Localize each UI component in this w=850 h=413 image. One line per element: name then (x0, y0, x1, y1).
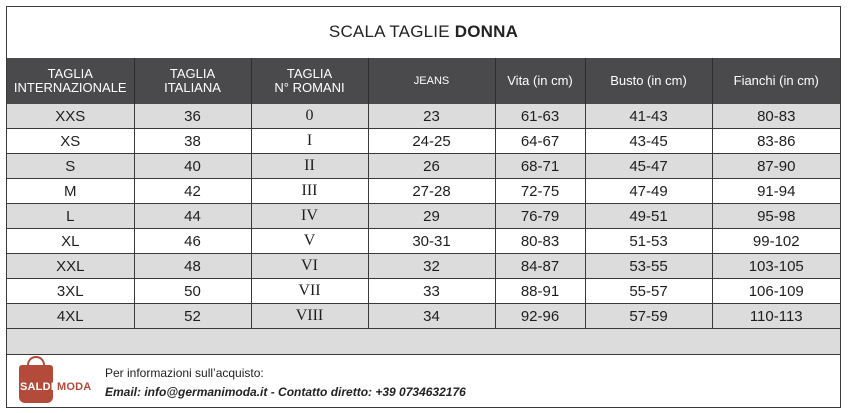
logo-text-saldi: SALDI (20, 381, 54, 393)
cell-waist: 88-91 (495, 279, 585, 304)
cell-roman: VIII (251, 304, 368, 329)
cell-bust: 55-57 (585, 279, 712, 304)
cell-roman: 0 (251, 104, 368, 129)
chart-title-emphasis: DONNA (454, 22, 519, 41)
saldi-moda-logo (15, 359, 99, 405)
cell-international: XL (7, 229, 134, 254)
cell-waist: 61-63 (495, 104, 585, 129)
col-header-italian: TAGLIA ITALIANA (134, 58, 251, 104)
cell-international: XXL (7, 254, 134, 279)
col-header-roman: TAGLIA N° ROMANI (251, 58, 368, 104)
cell-jeans: 23 (368, 104, 495, 129)
cell-international: XS (7, 129, 134, 154)
cell-roman: V (251, 229, 368, 254)
cell-italian: 36 (134, 104, 251, 129)
table-row (7, 279, 840, 304)
cell-italian: 52 (134, 304, 251, 329)
cell-international: S (7, 154, 134, 179)
cell-jeans: 26 (368, 154, 495, 179)
cell-roman: IV (251, 204, 368, 229)
cell-roman: VI (251, 254, 368, 279)
cell-hips: 91-94 (712, 179, 840, 204)
cell-bust: 49-51 (585, 204, 712, 229)
table-row (7, 104, 840, 129)
size-table (7, 58, 840, 329)
cell-hips: 99-102 (712, 229, 840, 254)
cell-bust: 41-43 (585, 104, 712, 129)
cell-jeans: 27-28 (368, 179, 495, 204)
cell-italian: 44 (134, 204, 251, 229)
cell-jeans: 32 (368, 254, 495, 279)
cell-roman: III (251, 179, 368, 204)
cell-jeans: 24-25 (368, 129, 495, 154)
table-row (7, 229, 840, 254)
cell-jeans: 29 (368, 204, 495, 229)
cell-international: XXS (7, 104, 134, 129)
chart-title (7, 7, 840, 57)
table-header-row (7, 58, 840, 104)
cell-italian: 50 (134, 279, 251, 304)
info-label: Per informazioni sull’acquisto: (105, 366, 264, 380)
cell-hips: 106-109 (712, 279, 840, 304)
cell-bust: 51-53 (585, 229, 712, 254)
cell-roman: II (251, 154, 368, 179)
cell-italian: 40 (134, 154, 251, 179)
cell-hips: 110-113 (712, 304, 840, 329)
col-header-hips: Fianchi (in cm) (712, 58, 840, 104)
table-row (7, 154, 840, 179)
table-row (7, 129, 840, 154)
cell-hips: 87-90 (712, 154, 840, 179)
cell-bust: 57-59 (585, 304, 712, 329)
contact-line: Email: info@germanimoda.it - Contatto diretto: +39 0734632176 (105, 385, 466, 399)
table-row (7, 204, 840, 229)
cell-italian: 42 (134, 179, 251, 204)
cell-bust: 47-49 (585, 179, 712, 204)
col-header-jeans: JEANS (368, 58, 495, 104)
cell-international: 4XL (7, 304, 134, 329)
cell-jeans: 34 (368, 304, 495, 329)
cell-international: L (7, 204, 134, 229)
logo-text-moda: MODA (57, 381, 92, 393)
cell-hips: 83-86 (712, 129, 840, 154)
footer-band (7, 329, 840, 355)
cell-bust: 53-55 (585, 254, 712, 279)
cell-international: 3XL (7, 279, 134, 304)
size-chart-frame (6, 6, 841, 408)
cell-hips: 103-105 (712, 254, 840, 279)
cell-waist: 92-96 (495, 304, 585, 329)
cell-roman: VII (251, 279, 368, 304)
cell-waist: 80-83 (495, 229, 585, 254)
cell-waist: 76-79 (495, 204, 585, 229)
col-header-international: TAGLIA INTERNAZIONALE (7, 58, 134, 104)
cell-waist: 84-87 (495, 254, 585, 279)
cell-italian: 46 (134, 229, 251, 254)
cell-bust: 45-47 (585, 154, 712, 179)
table-row (7, 254, 840, 279)
col-header-bust: Busto (in cm) (585, 58, 712, 104)
cell-hips: 95-98 (712, 204, 840, 229)
cell-jeans: 30-31 (368, 229, 495, 254)
cell-waist: 64-67 (495, 129, 585, 154)
cell-waist: 72-75 (495, 179, 585, 204)
cell-italian: 48 (134, 254, 251, 279)
cell-bust: 43-45 (585, 129, 712, 154)
cell-waist: 68-71 (495, 154, 585, 179)
col-header-waist: Vita (in cm) (495, 58, 585, 104)
cell-international: M (7, 179, 134, 204)
cell-jeans: 33 (368, 279, 495, 304)
table-row (7, 304, 840, 329)
table-row (7, 179, 840, 204)
cell-italian: 38 (134, 129, 251, 154)
cell-hips: 80-83 (712, 104, 840, 129)
cell-roman: I (251, 129, 368, 154)
chart-title-prefix: SCALA TAGLIE (328, 22, 450, 41)
